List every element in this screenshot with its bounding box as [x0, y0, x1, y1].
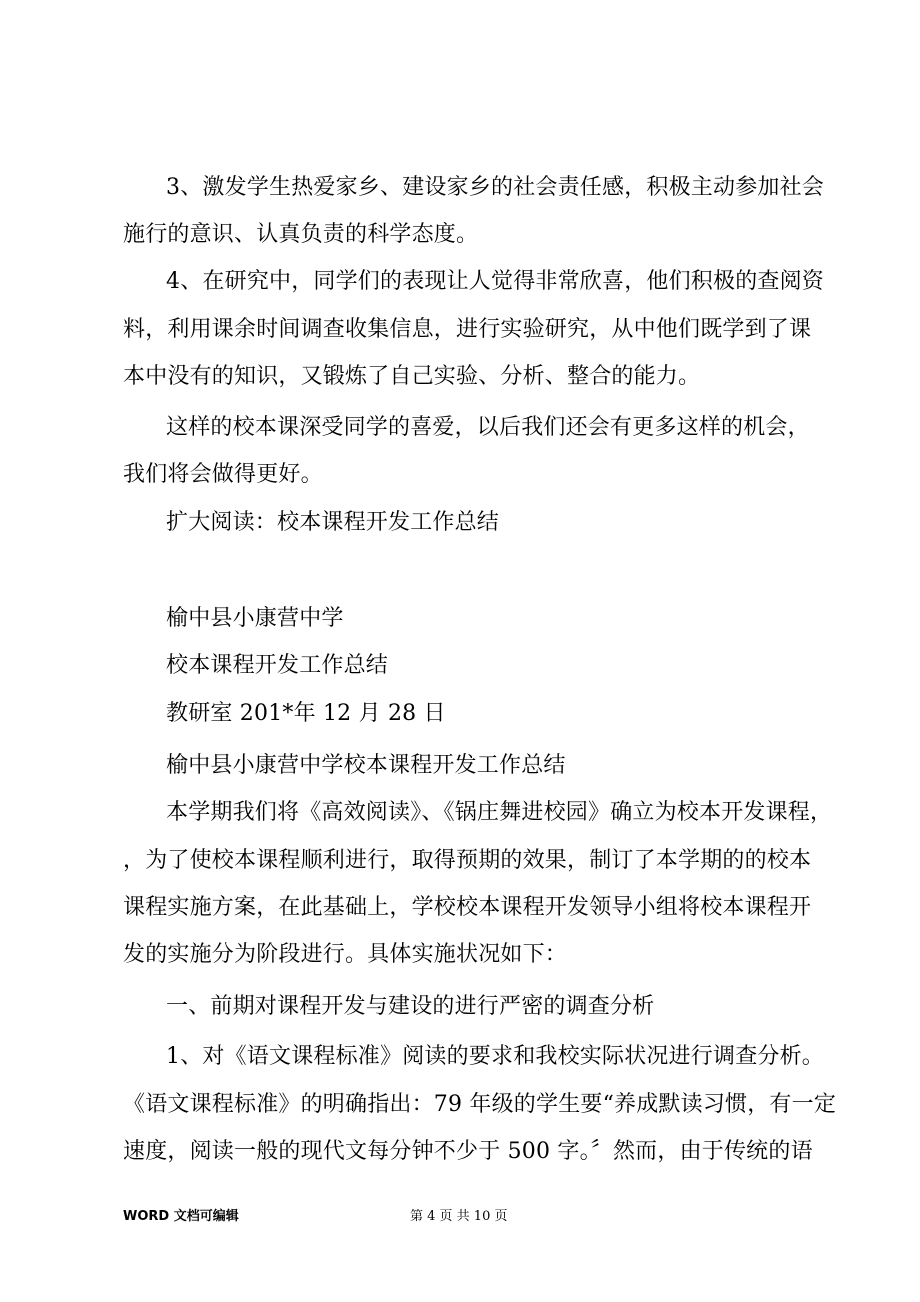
text-line: 本中没有的知识，又锻炼了自己实验、分析、整合的能力。 — [123, 364, 701, 389]
text-line: 《语文课程标准》的明确指出：79 年级的学生要“养成默读习惯，有一定 — [123, 1092, 837, 1117]
text-line: 速度，阅读一般的现代文每分钟不少于 500 字。〞然而，由于传统的语 — [123, 1139, 813, 1164]
text-line: 3、激发学生热爱家乡、建设家乡的社会责任感，积极主动参加社会 — [166, 175, 824, 200]
page-number: 第 4 页 共 10 页 — [410, 1209, 508, 1224]
text-line: 扩大阅读：校本课程开发工作总结 — [166, 510, 500, 535]
text-line: 这样的校本课深受同学的喜爱，以后我们还会有更多这样的机会， — [166, 415, 810, 440]
text-line: 4、在研究中，同学们的表现让人觉得非常欣喜，他们积极的查阅资 — [166, 269, 824, 294]
text-line: 1、对《语文课程标准》阅读的要求和我校实际状况进行调查分析。 — [166, 1044, 824, 1069]
text-line: 课程实施方案，在此基础上，学校校本课程开发领导小组将校本课程开 — [123, 895, 812, 920]
text-line: 一、前期对课程开发与建设的进行严密的调查分析 — [166, 994, 655, 1019]
text-line: ，为了使校本课程顺利进行，取得预期的效果，制订了本学期的的校本 — [123, 848, 812, 873]
text-line: 发的实施分为阶段进行。具体实施状况如下： — [123, 942, 568, 967]
text-line: 我们将会做得更好。 — [123, 462, 323, 487]
text-line: 本学期我们将《高效阅读》、《锅庄舞进校园》确立为校本开发课程， — [166, 800, 833, 825]
text-line: 榆中县小康营中学校本课程开发工作总结 — [166, 753, 566, 778]
text-line: 施行的意识、认真负责的科学态度。 — [123, 222, 479, 247]
text-line: 料，利用课余时间调查收集信息，进行实验研究，从中他们既学到了课 — [123, 317, 812, 342]
text-line: 教研室 201*年 12 月 28 日 — [166, 701, 446, 726]
text-line: 校本课程开发工作总结 — [166, 653, 389, 678]
text-line: 榆中县小康营中学 — [166, 606, 344, 631]
footer-label: WORD 文档可编辑 — [123, 1209, 239, 1224]
